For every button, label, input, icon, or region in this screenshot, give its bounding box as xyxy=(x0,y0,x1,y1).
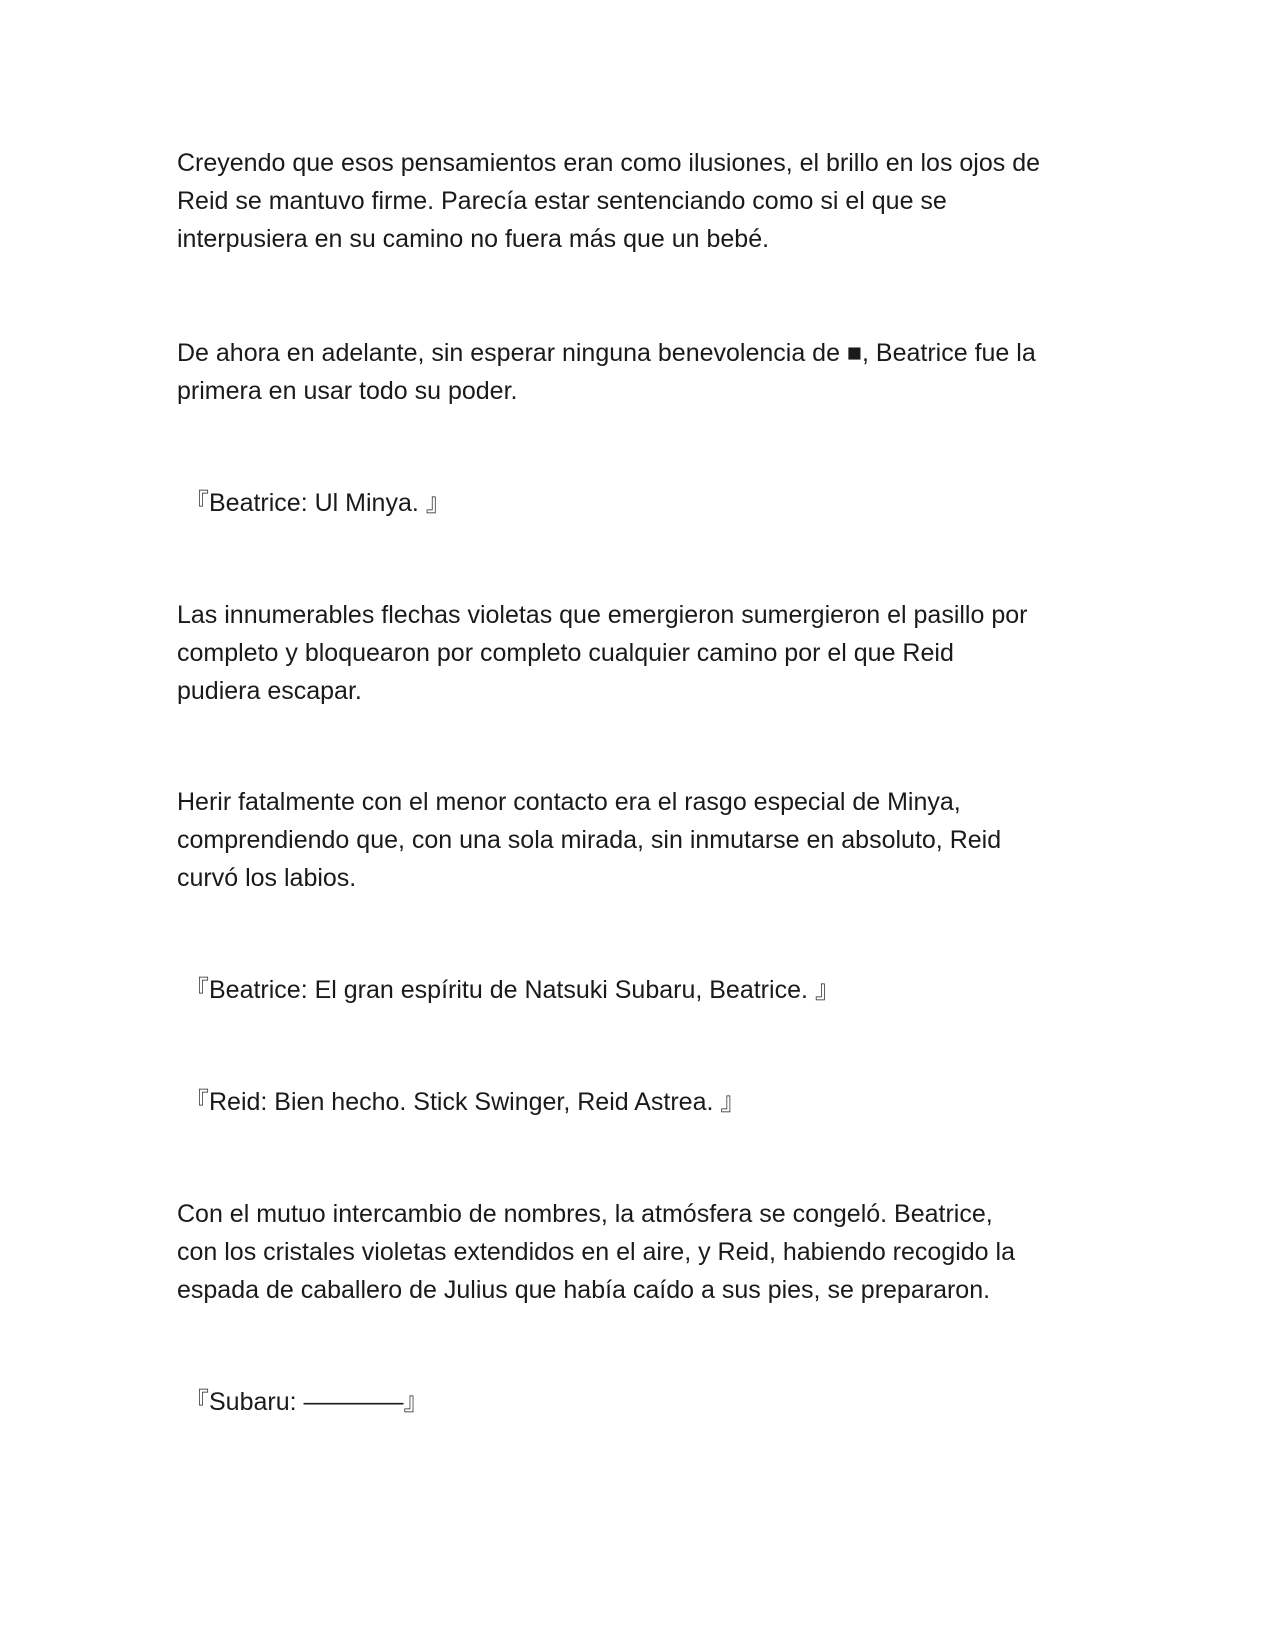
paragraph-5-line-3: espada de caballero de Julius que había caído a sus pies, se prepararon. xyxy=(177,1276,991,1304)
paragraph-4-line-2: comprendiendo que, con una sola mirada, sin inmutarse en absoluto, Reid xyxy=(177,826,1002,854)
dialogue-beatrice-name: 『Beatrice: El gran espíritu de Natsuki Subaru, Beatrice. 』 xyxy=(184,976,840,1004)
paragraph-3-line-2: completo y bloquearon por completo cualquier camino por el que Reid xyxy=(177,639,954,667)
paragraph-2-line-2: primera en usar todo su poder. xyxy=(177,377,518,405)
paragraph-1-line-2: Reid se mantuvo firme. Parecía estar sentenciando como si el que se xyxy=(177,187,947,215)
paragraph-3-line-1: Las innumerables flechas violetas que emergieron sumergieron el pasillo por xyxy=(177,601,1028,629)
paragraph-5-line-1: Con el mutuo intercambio de nombres, la atmósfera se congeló. Beatrice, xyxy=(177,1200,993,1228)
paragraph-1-line-1: Creyendo que esos pensamientos eran como ilusiones, el brillo en los ojos de xyxy=(177,149,1041,177)
dialogue-subaru: 『Subaru: ————』 xyxy=(184,1388,429,1416)
paragraph-5-line-2: con los cristales violetas extendidos en el aire, y Reid, habiendo recogido la xyxy=(177,1238,1015,1266)
paragraph-1-line-3: interpusiera en su camino no fuera más que un bebé. xyxy=(177,225,770,253)
dialogue-reid-name: 『Reid: Bien hecho. Stick Swinger, Reid Astrea. 』 xyxy=(184,1088,746,1116)
paragraph-4-line-3: curvó los labios. xyxy=(177,864,357,892)
paragraph-2-line-1: De ahora en adelante, sin esperar ninguna benevolencia de ■, Beatrice fue la xyxy=(177,339,1036,367)
paragraph-3-line-3: pudiera escapar. xyxy=(177,677,362,705)
paragraph-4-line-1: Herir fatalmente con el menor contacto era el rasgo especial de Minya, xyxy=(177,788,961,816)
dialogue-beatrice-ul-minya: 『Beatrice: Ul Minya. 』 xyxy=(184,489,451,517)
